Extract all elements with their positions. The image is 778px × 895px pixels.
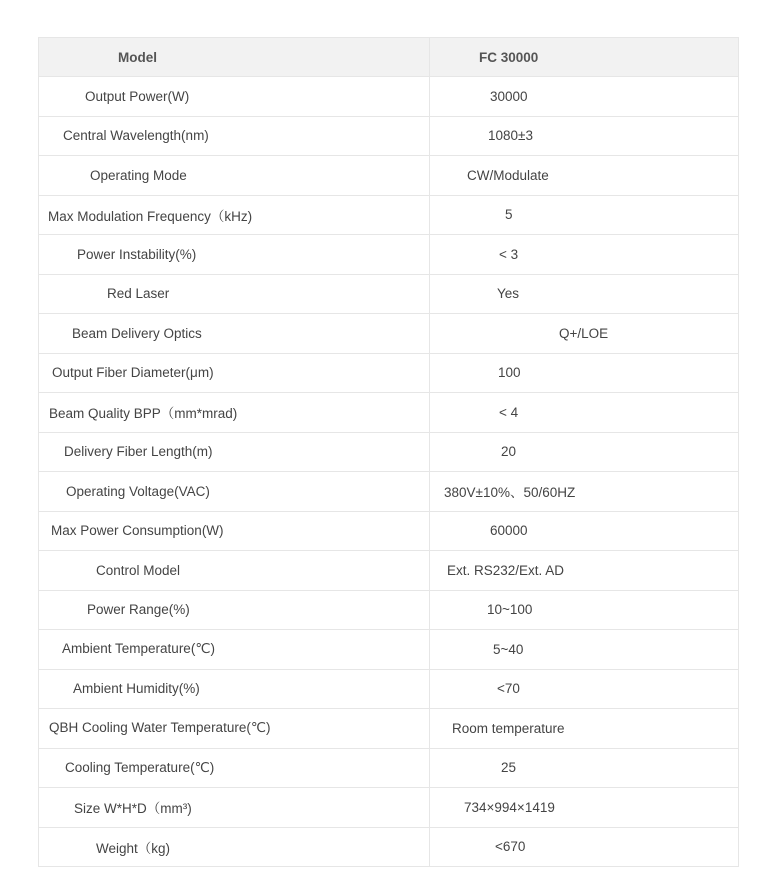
row-value: <70 [497,681,520,697]
table-row [39,274,739,314]
row-value: CW/Modulate [467,167,549,183]
table-row [39,156,739,196]
table-row [39,314,739,354]
spec-table [38,37,739,867]
table-row [39,748,739,788]
table-row [39,551,739,591]
table-row [39,235,739,275]
row-value: Yes [497,286,520,302]
row-label: Central Wavelength(nm) [63,128,209,144]
table-row [39,77,739,117]
row-label: Operating Voltage(VAC) [66,483,210,499]
row-label: Control Model [96,562,181,578]
row-value: 5~40 [493,641,524,657]
row-value: 380V±10%、50/60HZ [444,485,576,501]
row-value: 5 [505,207,513,223]
table-row [39,472,739,512]
row-label: Red Laser [107,286,170,302]
header-value-cell [430,38,739,77]
row-label: Power Instability(%) [77,246,197,262]
row-value: Room temperature [452,720,565,736]
row-label: Weight（kg) [96,840,171,856]
row-label: Output Fiber Diameter(μm) [52,365,214,381]
row-value: 25 [501,760,517,776]
row-value: 60000 [490,523,528,539]
table-row [39,393,739,433]
row-label: Ambient Humidity(%) [73,681,200,697]
table-row [39,511,739,551]
header-label-cell [39,38,430,77]
row-label: Delivery Fiber Length(m) [64,444,213,460]
row-value: 1080±3 [488,128,533,144]
row-value: < 4 [499,404,519,420]
row-value: <670 [495,839,526,855]
table-row [39,195,739,235]
row-value: Q+/LOE [559,325,609,341]
row-value: 734×994×1419 [464,799,555,815]
row-label: Ambient Temperature(℃) [62,641,215,657]
row-label: Cooling Temperature(℃) [65,759,215,775]
header-model-label: Model [118,49,157,65]
row-label: Size W*H*D（mm³) [74,801,192,817]
table-row [39,669,739,709]
row-value: 20 [501,444,517,460]
row-value: 30000 [490,88,528,104]
table-row [39,709,739,749]
table-row [39,827,739,867]
row-label: Output Power(W) [85,88,190,104]
table-row [39,116,739,156]
row-value: 100 [498,365,521,381]
row-value: < 3 [499,246,519,262]
row-label: Operating Mode [90,167,187,183]
table-row [39,353,739,393]
row-label: Beam Quality BPP（mm*mrad) [49,406,238,422]
table-row [39,590,739,630]
row-label: Beam Delivery Optics [72,325,202,341]
table-row [39,432,739,472]
row-label: Max Power Consumption(W) [51,523,224,539]
table-row [39,788,739,828]
row-label: QBH Cooling Water Temperature(℃) [49,720,271,736]
row-value: Ext. RS232/Ext. AD [447,562,565,578]
row-label: Max Modulation Frequency（kHz) [48,208,253,224]
row-label: Power Range(%) [87,602,190,618]
table-row [39,630,739,670]
table-header-row [39,38,739,77]
row-value: 10~100 [487,602,533,618]
header-model-value: FC 30000 [479,49,539,65]
